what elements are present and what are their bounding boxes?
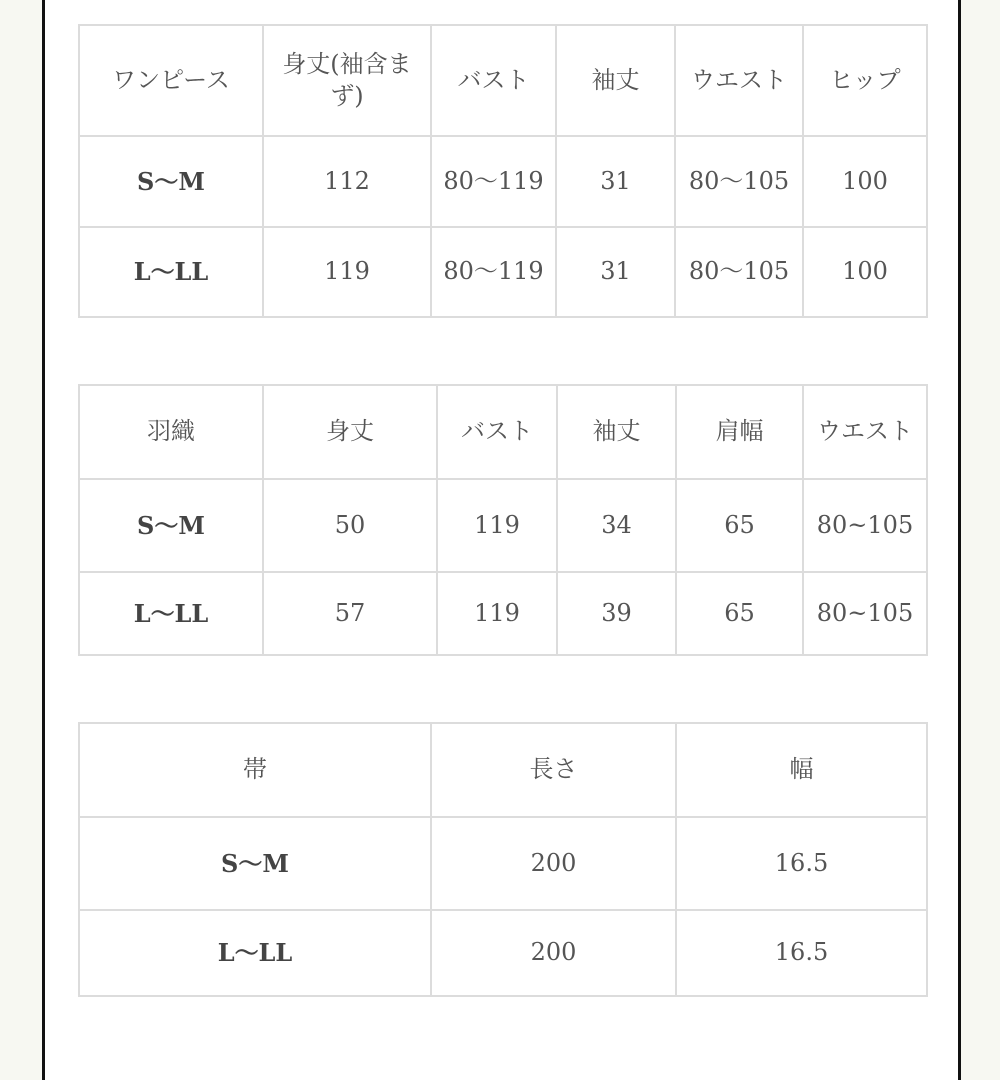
page: [42, 0, 961, 1080]
value-cell: 31: [556, 227, 675, 317]
table-row: [79, 136, 927, 227]
table-row: [79, 227, 927, 317]
table-header-row: [79, 385, 927, 479]
header-cell: 肩幅: [676, 385, 803, 479]
value-cell: 100: [803, 136, 927, 227]
value-cell: 16.5: [676, 910, 927, 996]
header-cell: 身丈: [263, 385, 437, 479]
value-cell: 80~105: [803, 572, 927, 655]
value-cell: 65: [676, 479, 803, 572]
value-cell: 119: [437, 572, 557, 655]
header-cell: ウエスト: [675, 25, 803, 136]
value-cell: 119: [437, 479, 557, 572]
header-cell: ウエスト: [803, 385, 927, 479]
size-cell: S～M: [79, 136, 263, 227]
value-cell: 100: [803, 227, 927, 317]
value-cell: 80～105: [675, 227, 803, 317]
value-cell: 80～105: [675, 136, 803, 227]
value-cell: 200: [431, 910, 676, 996]
value-cell: 200: [431, 817, 676, 910]
obi-size-table: [78, 722, 928, 997]
header-cell: 身丈(袖含まず): [263, 25, 431, 136]
size-cell: L～LL: [79, 227, 263, 317]
table-row: [79, 479, 927, 572]
header-cell: ワンピース: [79, 25, 263, 136]
value-cell: 31: [556, 136, 675, 227]
value-cell: 34: [557, 479, 676, 572]
value-cell: 57: [263, 572, 437, 655]
haori-size-table: [78, 384, 928, 656]
value-cell: 80～119: [431, 136, 556, 227]
table-row: [79, 572, 927, 655]
value-cell: 39: [557, 572, 676, 655]
header-cell: ヒップ: [803, 25, 927, 136]
table-header-row: [79, 723, 927, 817]
value-cell: 50: [263, 479, 437, 572]
size-cell: S～M: [79, 479, 263, 572]
header-cell: 長さ: [431, 723, 676, 817]
header-cell: 帯: [79, 723, 431, 817]
value-cell: 65: [676, 572, 803, 655]
value-cell: 16.5: [676, 817, 927, 910]
value-cell: 112: [263, 136, 431, 227]
header-cell: 袖丈: [557, 385, 676, 479]
header-cell: バスト: [437, 385, 557, 479]
value-cell: 119: [263, 227, 431, 317]
size-cell: S～M: [79, 817, 431, 910]
value-cell: 80~105: [803, 479, 927, 572]
onepiece-size-table: [78, 24, 928, 318]
header-cell: 袖丈: [556, 25, 675, 136]
value-cell: 80～119: [431, 227, 556, 317]
header-cell: バスト: [431, 25, 556, 136]
table-header-row: [79, 25, 927, 136]
size-cell: L～LL: [79, 910, 431, 996]
size-cell: L～LL: [79, 572, 263, 655]
header-cell: 幅: [676, 723, 927, 817]
table-row: [79, 910, 927, 996]
header-cell: 羽織: [79, 385, 263, 479]
table-row: [79, 817, 927, 910]
